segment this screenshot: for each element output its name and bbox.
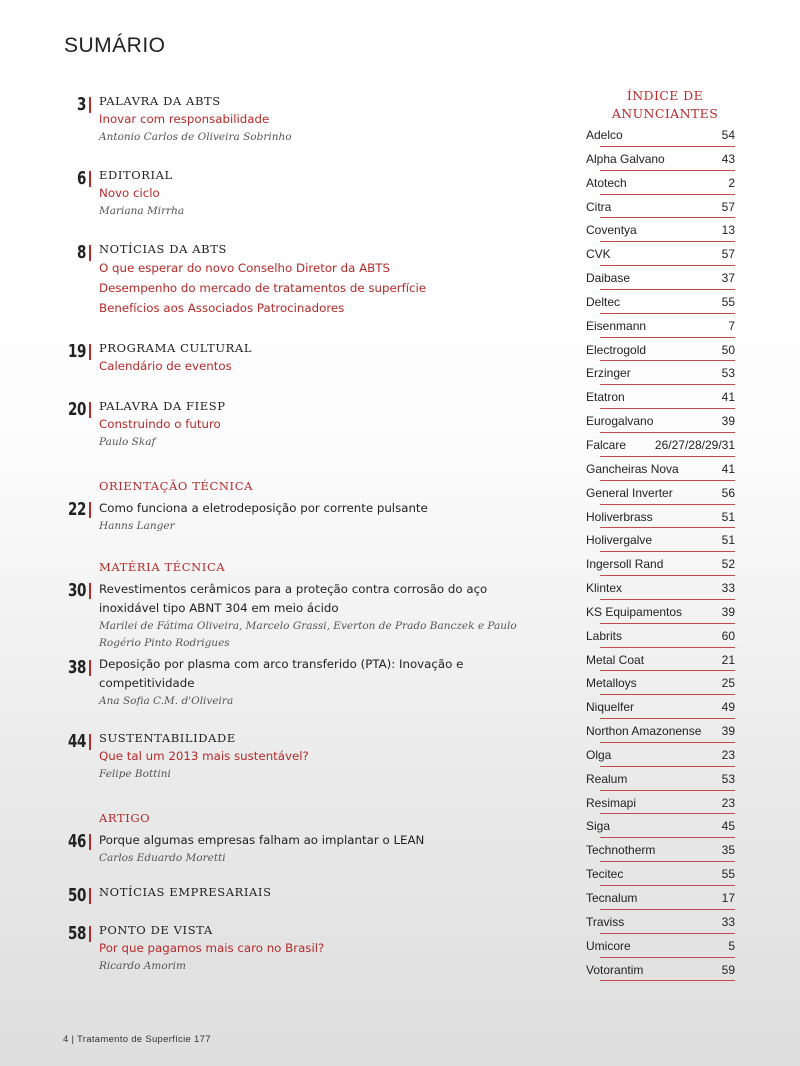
toc-entry-content [99, 809, 529, 867]
toc-divider-bar [89, 834, 91, 850]
advertiser-name: Realum [586, 771, 628, 786]
toc-entry-content [99, 655, 529, 710]
advertiser-underline [600, 909, 735, 910]
toc-page-number: 38 [67, 657, 86, 678]
advertiser-name: Eisenmann [586, 318, 647, 333]
advertiser-name: Niquelfer [586, 700, 635, 715]
toc-article-author: Hanns Langer [99, 520, 175, 532]
advertiser-page: 60 [721, 628, 735, 643]
advertiser-index-row[interactable] [586, 888, 735, 912]
advertiser-index-row[interactable] [586, 554, 735, 578]
advertiser-index-row[interactable] [586, 793, 735, 817]
toc-divider-bar [89, 660, 91, 676]
advertiser-index-row[interactable] [586, 960, 735, 984]
advertiser-underline [600, 170, 735, 171]
advertiser-index-row[interactable] [586, 650, 735, 674]
advertiser-name: Metal Coat [586, 652, 645, 667]
toc-section-heading: PALAVRA DA ABTS [99, 94, 221, 108]
advertiser-page: 49 [721, 700, 735, 715]
toc-entry-content [99, 92, 529, 146]
advertiser-page: 23 [721, 747, 735, 762]
advertiser-index-row[interactable] [586, 125, 735, 149]
advertiser-underline [600, 289, 735, 290]
advertiser-name: General Inverter [586, 485, 673, 500]
toc-page-number: 8 [76, 242, 86, 263]
toc-article-title[interactable]: Desempenho do mercado de tratamentos de superfície [99, 281, 427, 295]
advertiser-page: 2 [728, 175, 735, 190]
toc-article-title[interactable]: O que esperar do novo Conselho Diretor da ABTS [99, 261, 390, 275]
toc-article-title[interactable]: Novo ciclo [99, 186, 160, 200]
advertiser-page: 50 [721, 342, 735, 357]
toc-divider-bar [89, 344, 91, 360]
advertiser-page: 56 [721, 485, 735, 500]
toc-section-heading: EDITORIAL [99, 168, 173, 182]
toc-section-heading: MATÉRIA TÉCNICA [99, 560, 226, 574]
advertiser-page: 41 [721, 390, 735, 405]
advertiser-name: Klintex [586, 581, 623, 596]
advertiser-name: Olga [586, 747, 612, 762]
advertiser-page: 55 [721, 294, 735, 309]
toc-article-author: Antonio Carlos de Oliveira Sobrinho [99, 131, 292, 143]
advertiser-index-row[interactable] [586, 363, 735, 387]
advertiser-index-row[interactable] [586, 459, 735, 483]
toc-article-author: Felipe Bottini [99, 768, 171, 780]
advertiser-index-title-line1: ÍNDICE DE [626, 88, 704, 103]
toc-entry-content [99, 166, 529, 220]
advertiser-underline [600, 480, 735, 481]
toc-section-heading: SUSTENTABILIDADE [99, 731, 236, 745]
advertiser-name: KS Equipamentos [586, 604, 683, 619]
advertiser-index-row[interactable] [586, 864, 735, 888]
advertiser-page: 39 [721, 724, 735, 739]
advertiser-index-title [590, 87, 740, 123]
advertiser-underline [600, 766, 735, 767]
advertiser-index-row[interactable] [586, 769, 735, 793]
advertiser-underline [600, 194, 735, 195]
advertiser-name: Gancheiras Nova [586, 461, 679, 476]
toc-article-title[interactable]: Como funciona a eletrodeposição por corrente pulsante [99, 501, 428, 515]
toc-article-author: Ricardo Amorim [99, 960, 186, 972]
toc-divider-bar [89, 734, 91, 750]
advertiser-name: Falcare [586, 437, 627, 452]
advertiser-underline [600, 885, 735, 886]
advertiser-name: Etatron [586, 390, 625, 405]
toc-divider-bar [89, 583, 91, 599]
advertiser-index-row[interactable] [586, 626, 735, 650]
advertiser-index-row[interactable] [586, 435, 735, 459]
advertiser-index-row[interactable] [586, 483, 735, 507]
advertiser-name: Resimapi [586, 795, 637, 810]
advertiser-index-row[interactable] [586, 840, 735, 864]
advertiser-underline [600, 599, 735, 600]
toc-article-title[interactable]: Construindo o futuro [99, 417, 221, 431]
advertiser-underline [600, 146, 735, 147]
advertiser-name: Siga [586, 819, 611, 834]
toc-page-number: 22 [67, 499, 86, 520]
advertiser-page: 57 [721, 247, 735, 262]
advertiser-index-row[interactable] [586, 721, 735, 745]
advertiser-page: 13 [721, 223, 735, 238]
toc-divider-bar [89, 97, 91, 113]
advertiser-page: 25 [721, 676, 735, 691]
advertiser-page: 35 [721, 843, 735, 858]
advertiser-name: Traviss [586, 914, 625, 929]
advertiser-underline [600, 837, 735, 838]
toc-section-heading: PROGRAMA CULTURAL [99, 341, 253, 355]
advertiser-index-list [586, 125, 735, 983]
advertiser-index-row[interactable] [586, 149, 735, 173]
advertiser-index-row[interactable] [586, 340, 735, 364]
advertiser-index-row[interactable] [586, 507, 735, 531]
toc-article-author: Marilei de Fátima Oliveira, Marcelo Grassi, Everton de Prado Banczek e Paulo Rogério Pinto Rodrigues [99, 620, 517, 649]
toc-entry-content [99, 921, 529, 975]
advertiser-underline [600, 337, 735, 338]
advertiser-index-row[interactable] [586, 220, 735, 244]
advertiser-index-row[interactable] [586, 292, 735, 316]
advertiser-page: 54 [721, 128, 735, 142]
toc-entry-content [99, 729, 529, 783]
advertiser-underline [600, 432, 735, 433]
toc-page-number: 46 [67, 831, 86, 852]
advertiser-name: Northon Amazonense [586, 724, 702, 739]
advertiser-underline [600, 527, 735, 528]
toc-entry-content [99, 558, 529, 652]
toc-article-title[interactable]: Inovar com responsabilidade [99, 112, 270, 126]
advertiser-name: Daibase [586, 271, 631, 286]
toc-divider-bar [89, 402, 91, 418]
toc-entry-content [99, 477, 529, 535]
toc-article-title[interactable]: Benefícios aos Associados Patrocinadores [99, 301, 345, 315]
advertiser-underline [600, 551, 735, 552]
toc-article-title[interactable]: Que tal um 2013 mais sustentável? [99, 749, 309, 763]
advertiser-underline [600, 241, 735, 242]
advertiser-underline [600, 742, 735, 743]
toc-section-heading: ARTIGO [99, 811, 151, 825]
toc-page-number: 20 [67, 399, 86, 420]
advertiser-underline [600, 670, 735, 671]
advertiser-index-row[interactable] [586, 244, 735, 268]
toc-page-number: 58 [67, 923, 86, 944]
advertiser-index-row[interactable] [586, 578, 735, 602]
advertiser-underline [600, 360, 735, 361]
advertiser-page: 43 [721, 151, 735, 166]
advertiser-page: 33 [721, 581, 735, 596]
toc-section-heading: NOTÍCIAS EMPRESARIAIS [99, 885, 272, 899]
toc-article-title[interactable]: Porque algumas empresas falham ao implantar o LEAN [99, 833, 425, 847]
toc-article-title[interactable]: Calendário de eventos [99, 359, 232, 373]
toc-page-number: 44 [67, 731, 86, 752]
advertiser-underline [600, 790, 735, 791]
toc-article-title[interactable]: Revestimentos cerâmicos para a proteção contra corrosão do aço inoxidável tipo ABNT 304 em meio ácido [99, 582, 488, 615]
advertiser-underline [600, 456, 735, 457]
page-footer: 4 | Tratamento de Superfície 177 [63, 1034, 211, 1045]
advertiser-underline [600, 813, 735, 814]
advertiser-index-row[interactable] [586, 745, 735, 769]
advertiser-index-row[interactable] [586, 912, 735, 936]
toc-entry-content [99, 883, 529, 901]
advertiser-index-title-line2: ANUNCIANTES [611, 106, 719, 121]
advertiser-name: Atotech [586, 175, 627, 190]
toc-divider-bar [89, 245, 91, 261]
toc-divider-bar [89, 171, 91, 187]
advertiser-page: 52 [721, 557, 735, 572]
advertiser-name: Tecitec [586, 867, 624, 882]
advertiser-underline [600, 718, 735, 719]
advertiser-page: 41 [721, 461, 735, 476]
advertiser-page: 51 [721, 509, 735, 524]
advertiser-page: 45 [721, 819, 735, 834]
advertiser-page: 5 [728, 938, 735, 953]
advertiser-name: Tecnalum [586, 891, 638, 905]
toc-section-heading: NOTÍCIAS DA ABTS [99, 242, 227, 256]
advertiser-name: Holivergalve [586, 533, 653, 548]
advertiser-underline [600, 957, 735, 958]
advertiser-index-row[interactable] [586, 602, 735, 626]
toc-page-number: 3 [76, 94, 86, 115]
advertiser-index-row[interactable] [586, 530, 735, 554]
advertiser-page: 37 [721, 271, 735, 286]
advertiser-underline [600, 408, 735, 409]
advertiser-page: 53 [721, 771, 735, 786]
toc-divider-bar [89, 502, 91, 518]
advertiser-name: CVK [586, 247, 611, 262]
advertiser-name: Electrogold [586, 342, 647, 357]
advertiser-index-row[interactable] [586, 673, 735, 697]
toc-entry-content [99, 397, 529, 451]
toc-article-author: Carlos Eduardo Moretti [99, 852, 226, 864]
advertiser-name: Citra [586, 199, 612, 214]
advertiser-underline [600, 384, 735, 385]
toc-article-author: Paulo Skaf [99, 436, 156, 448]
advertiser-index-row[interactable] [586, 936, 735, 960]
toc-article-title[interactable]: Deposição por plasma com arco transferido (PTA): Inovação e competitividade [99, 657, 464, 690]
toc-divider-bar [89, 888, 91, 904]
advertiser-page: 39 [721, 414, 735, 429]
advertiser-index-row[interactable] [586, 697, 735, 721]
advertiser-underline [600, 980, 735, 981]
advertiser-page: 17 [721, 891, 735, 905]
advertiser-name: Technotherm [586, 843, 656, 858]
advertiser-page: 55 [721, 867, 735, 882]
toc-page-number: 50 [67, 885, 86, 906]
toc-section-heading: ORIENTAÇÃO TÉCNICA [99, 479, 253, 493]
advertiser-name: Adelco [586, 128, 623, 142]
advertiser-index-row[interactable] [586, 816, 735, 840]
advertiser-index-row[interactable] [586, 316, 735, 340]
advertiser-page: 7 [728, 318, 735, 333]
advertiser-page: 39 [721, 604, 735, 619]
advertiser-name: Labrits [586, 628, 623, 643]
advertiser-name: Deltec [586, 294, 621, 309]
advertiser-name: Holiverbrass [586, 509, 653, 524]
advertiser-name: Alpha Galvano [586, 151, 665, 166]
advertiser-page: 51 [721, 533, 735, 548]
toc-section-heading: PALAVRA DA FIESP [99, 399, 226, 413]
toc-section-heading: PONTO DE VISTA [99, 923, 213, 937]
advertiser-name: Coventya [586, 223, 637, 238]
advertiser-page: 21 [721, 652, 735, 667]
toc-article-title[interactable]: Por que pagamos mais caro no Brasil? [99, 941, 325, 955]
advertiser-underline [600, 861, 735, 862]
advertiser-underline [600, 265, 735, 266]
advertiser-page: 23 [721, 795, 735, 810]
advertiser-index-row[interactable] [586, 387, 735, 411]
toc-article-author: Mariana Mirrha [99, 205, 185, 217]
advertiser-underline [600, 694, 735, 695]
advertiser-page: 26/27/28/29/31 [654, 437, 735, 452]
advertiser-underline [600, 217, 735, 218]
advertiser-underline [600, 575, 735, 576]
advertiser-page: 57 [721, 199, 735, 214]
advertiser-name: Metalloys [586, 676, 637, 691]
toc-page-number: 30 [67, 580, 86, 601]
toc-entry-content [99, 339, 529, 376]
page-title: SUMÁRIO [64, 34, 166, 57]
advertiser-name: Ingersoll Rand [586, 557, 664, 572]
advertiser-underline [600, 504, 735, 505]
advertiser-underline [600, 647, 735, 648]
advertiser-page: 33 [721, 914, 735, 929]
advertiser-underline [600, 313, 735, 314]
toc-page-number: 19 [67, 341, 86, 362]
toc-divider-bar [89, 926, 91, 942]
advertiser-name: Erzinger [586, 366, 631, 381]
toc-article-author: Ana Sofia C.M. d'Oliveira [99, 695, 234, 707]
toc-entry-content [99, 240, 529, 318]
toc-page-number: 6 [76, 168, 86, 189]
advertiser-name: Votorantim [586, 962, 644, 977]
advertiser-page: 53 [721, 366, 735, 381]
advertiser-page: 59 [721, 962, 735, 977]
advertiser-underline [600, 933, 735, 934]
advertiser-name: Umicore [586, 938, 631, 953]
advertiser-index-row[interactable] [586, 173, 735, 197]
advertiser-index-row[interactable] [586, 197, 735, 221]
advertiser-name: Eurogalvano [586, 414, 654, 429]
advertiser-index-row[interactable] [586, 268, 735, 292]
advertiser-underline [600, 623, 735, 624]
advertiser-index-row[interactable] [586, 411, 735, 435]
